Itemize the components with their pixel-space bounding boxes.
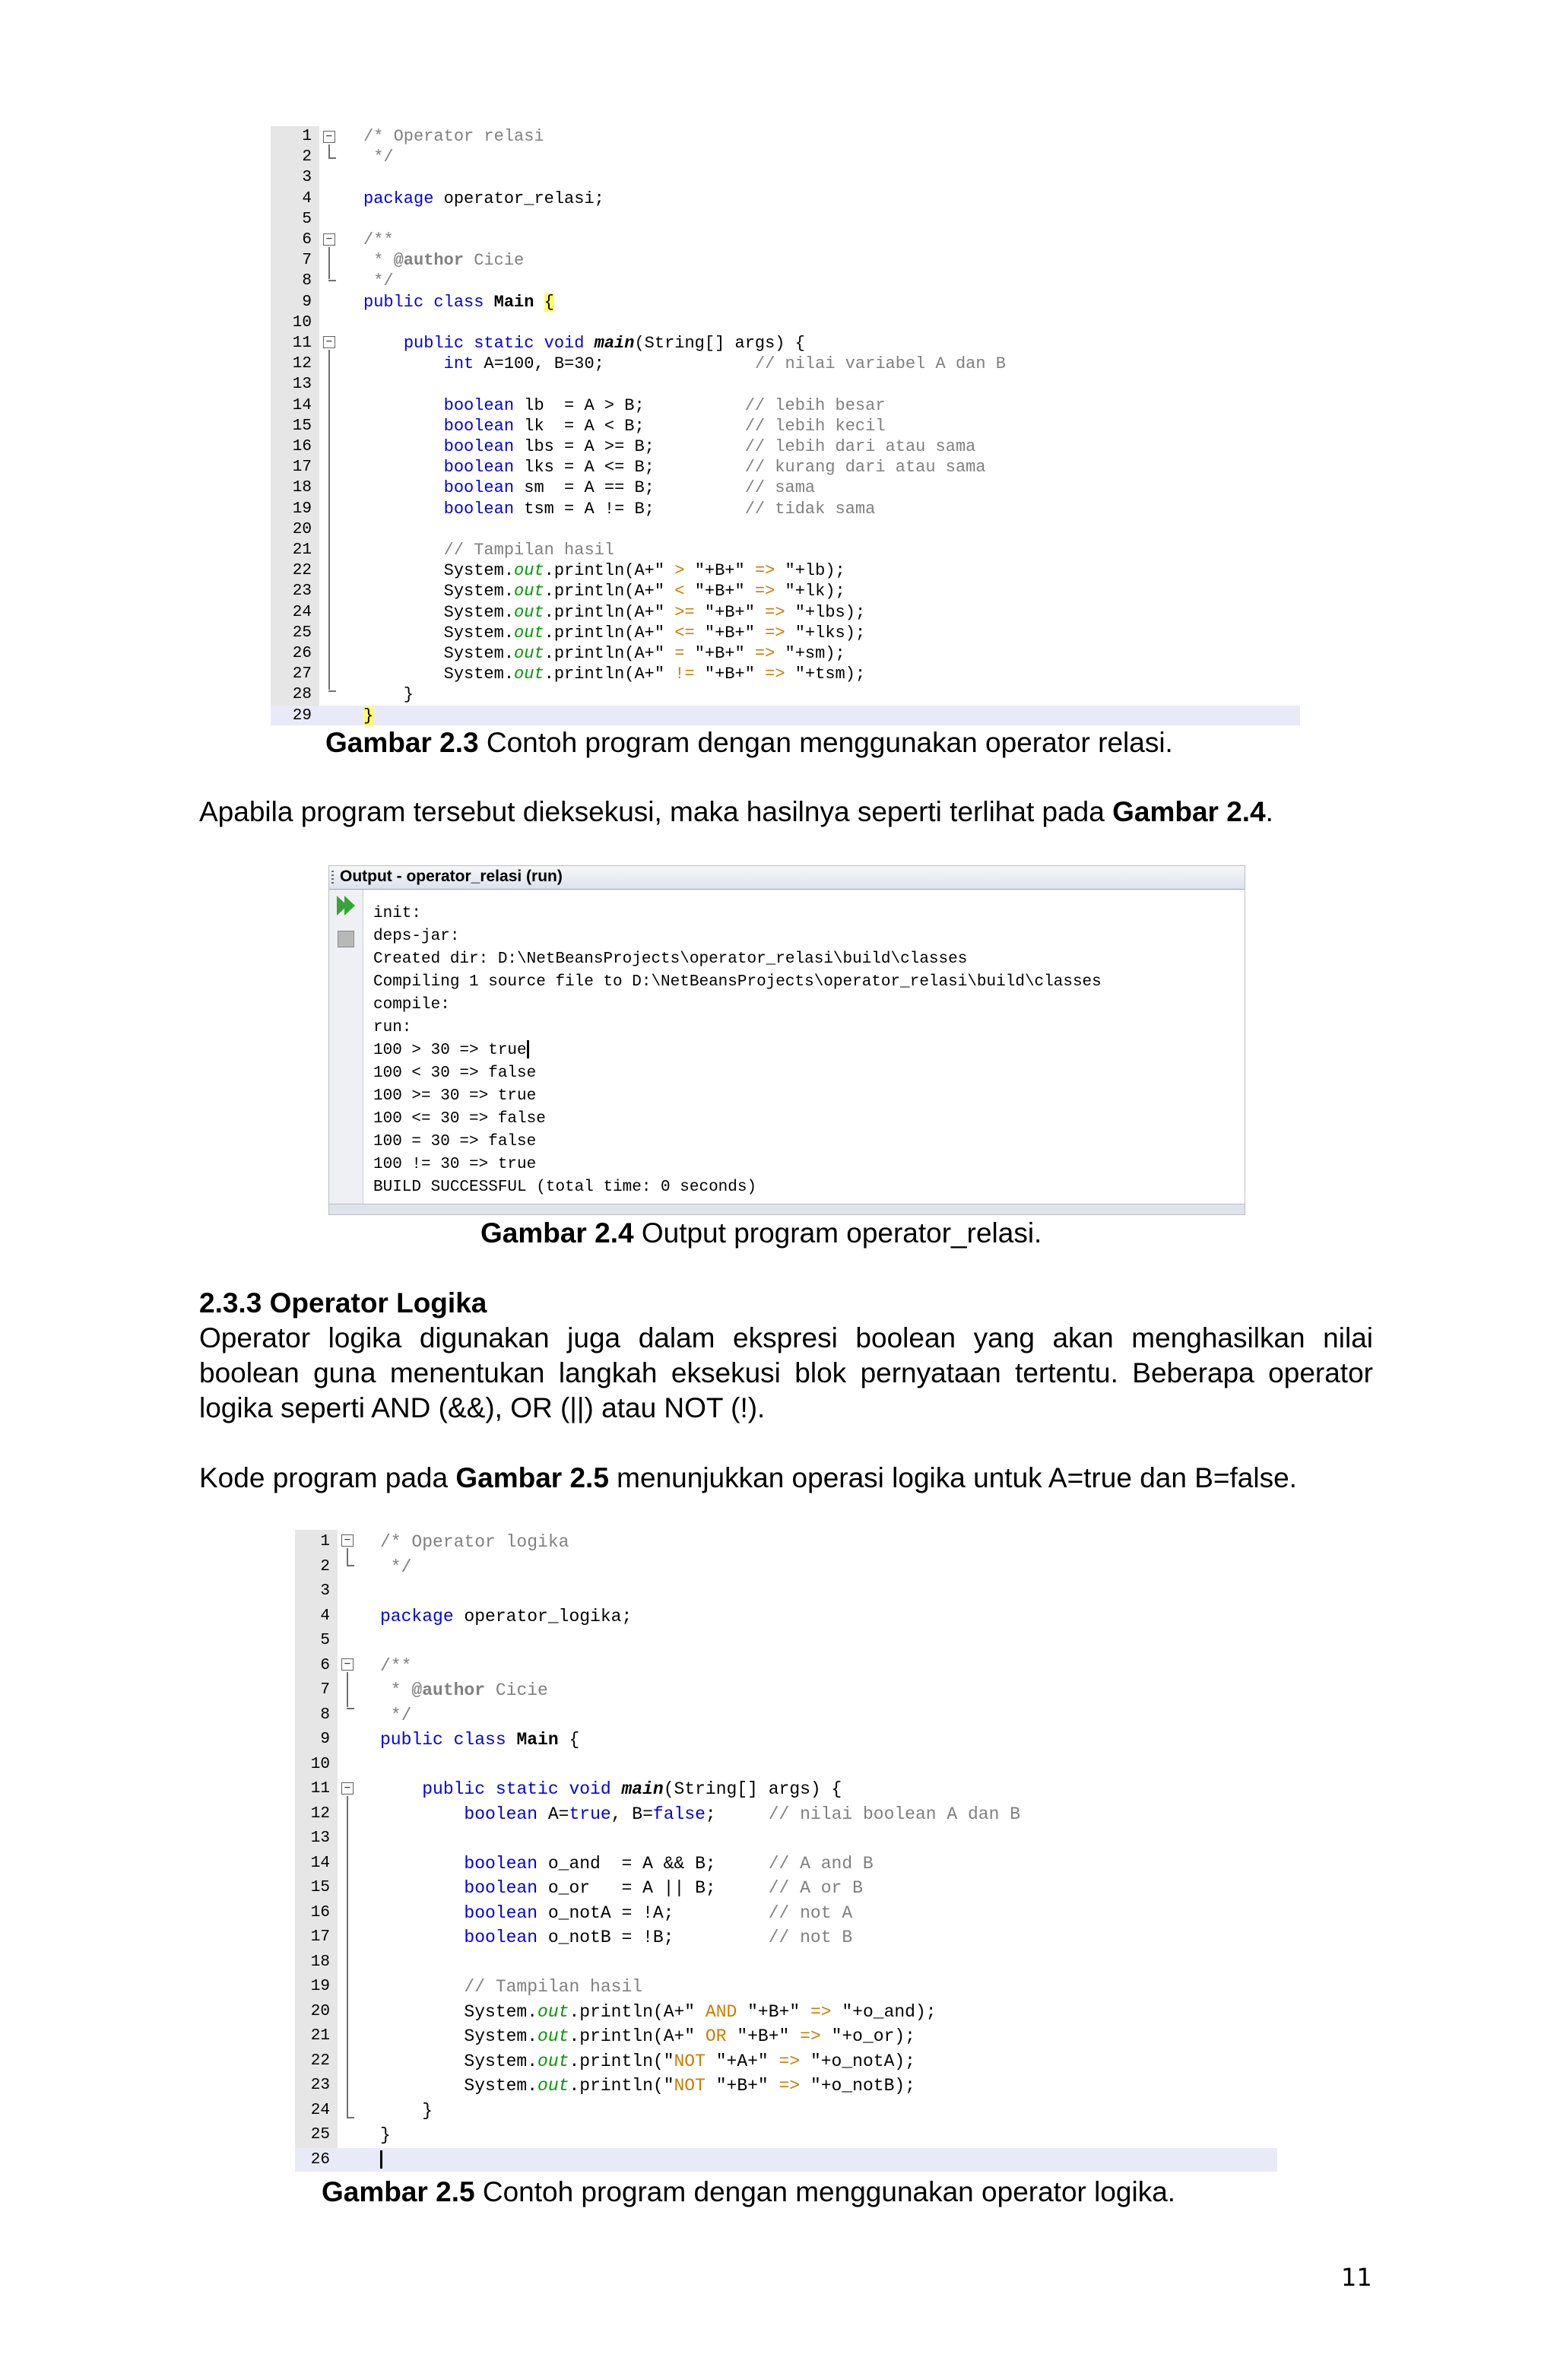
code-line[interactable] — [271, 664, 1300, 684]
output-line: BUILD SUCCESSFUL (total time: 0 seconds) — [373, 1179, 757, 1196]
line-number: 20 — [292, 520, 312, 538]
line-number: 14 — [310, 1854, 330, 1872]
figure-caption-2-4 — [480, 1217, 1042, 1250]
line-number: 25 — [310, 2126, 330, 2144]
code-line[interactable] — [295, 1530, 1277, 1554]
code-text: */ — [363, 271, 394, 291]
code-line[interactable] — [271, 167, 1300, 188]
code-text: System.out.println(A+" = "+B+" => "+sm); — [363, 644, 845, 663]
code-line[interactable] — [295, 2049, 1277, 2074]
code-text: System.out.println(A+" <= "+B+" => "+lks); — [363, 623, 866, 643]
code-text: public class Main { — [380, 1730, 580, 1750]
line-number: 14 — [292, 396, 312, 414]
code-text: */ — [363, 148, 394, 167]
code-line[interactable] — [295, 2024, 1277, 2048]
code-text — [380, 2148, 382, 2172]
code-text: package operator_logika; — [380, 1606, 633, 1626]
code-line[interactable] — [295, 1654, 1277, 1678]
code-line[interactable] — [295, 1876, 1277, 1900]
code-text: boolean lb = A > B; // lebih besar — [443, 395, 886, 415]
code-line[interactable] — [295, 2148, 1277, 2172]
line-number: 26 — [292, 645, 312, 662]
code-line[interactable] — [295, 1777, 1277, 1801]
section-heading: 2.3.3 Operator Logika — [199, 1287, 487, 1319]
code-text: System.out.println(A+" < "+B+" => "+lk); — [363, 582, 845, 601]
code-line[interactable] — [271, 333, 1300, 354]
line-number: 13 — [292, 376, 312, 394]
code-line[interactable] — [271, 560, 1300, 581]
line-number: 5 — [320, 1632, 330, 1649]
output-toolbar — [329, 890, 363, 1204]
code-line[interactable] — [271, 540, 1300, 560]
code-text: } — [363, 685, 414, 705]
code-line[interactable] — [295, 2099, 1277, 2123]
code-line[interactable] — [271, 395, 1300, 416]
line-number: 10 — [292, 313, 312, 332]
code-line[interactable] — [271, 643, 1300, 664]
rerun-icon-2[interactable] — [344, 896, 355, 916]
line-number: 6 — [302, 231, 312, 249]
code-text: // Tampilan hasil — [464, 1977, 643, 1997]
line-number: 6 — [320, 1656, 330, 1674]
paragraph-text-end: menunjukkan operasi logika untuk A=true dan B=false. — [608, 1462, 1297, 1493]
line-number: 24 — [292, 603, 312, 621]
code-text: */ — [380, 1557, 412, 1577]
line-number: 23 — [310, 2077, 330, 2094]
output-line: 100 >= 30 => true — [373, 1087, 537, 1105]
code-text: System.out.println(A+" OR "+B+" => "+o_or); — [380, 2026, 915, 2046]
code-line[interactable] — [295, 1925, 1277, 1950]
code-text: boolean tsm = A != B; // tidak sama — [443, 499, 876, 519]
output-line: compile: — [373, 996, 450, 1014]
line-number: 4 — [302, 189, 312, 208]
code-text: public static void main(String[] args) { — [422, 1779, 842, 1799]
text-cursor — [527, 1040, 529, 1058]
code-text: boolean o_notB = !B; // not B — [464, 1928, 853, 1947]
code-text: int A=100, B=30; // nilai variabel A dan B — [443, 354, 1006, 374]
caption-text: Contoh program dengan menggunakan operator logika. — [474, 2176, 1176, 2207]
code-line[interactable] — [295, 1975, 1277, 1999]
line-number: 17 — [310, 1928, 330, 1946]
line-number: 16 — [310, 1903, 330, 1921]
caption-text: Contoh program dengan menggunakan operator relasi. — [478, 727, 1173, 758]
line-number: 13 — [310, 1829, 330, 1847]
line-number: 16 — [292, 438, 312, 455]
code-line[interactable] — [295, 1604, 1277, 1629]
line-number: 19 — [292, 500, 312, 518]
line-number: 8 — [302, 272, 312, 290]
line-number: 15 — [292, 417, 312, 435]
code-editor-operator-logika — [295, 1530, 1277, 2172]
code-line[interactable] — [295, 1678, 1277, 1702]
line-number: 27 — [292, 665, 312, 684]
code-line[interactable] — [295, 1826, 1277, 1851]
code-line[interactable] — [271, 230, 1300, 250]
fold-collapse-icon[interactable]: − — [341, 1658, 354, 1671]
code-text: package operator_relasi; — [363, 189, 604, 208]
code-line[interactable] — [271, 374, 1300, 395]
output-line: 100 != 30 => true — [373, 1156, 537, 1173]
output-line: init: — [373, 905, 422, 922]
paragraph-text: Kode program pada — [199, 1462, 456, 1493]
fold-collapse-icon[interactable]: − — [323, 336, 335, 348]
code-line[interactable] — [271, 478, 1300, 498]
line-number: 8 — [320, 1706, 330, 1724]
fold-collapse-icon[interactable]: − — [323, 131, 335, 143]
code-text: boolean A=true, B=false; // nilai boolean A dan B — [464, 1804, 1021, 1824]
output-title: Output - operator_relasi (run) — [340, 868, 563, 885]
code-line[interactable] — [271, 436, 1300, 457]
code-line[interactable] — [295, 2074, 1277, 2098]
code-text: public static void main(String[] args) { — [403, 334, 805, 353]
line-number: 18 — [292, 479, 312, 497]
code-line[interactable] — [295, 1950, 1277, 1975]
line-number: 24 — [310, 2101, 330, 2119]
code-line[interactable] — [271, 271, 1300, 291]
code-text: boolean sm = A == B; // sama — [443, 478, 816, 498]
line-number: 7 — [320, 1681, 330, 1699]
line-number: 20 — [310, 2002, 330, 2020]
code-text: System.out.println("NOT "+A+" => "+o_notA); — [380, 2051, 915, 2071]
code-text: System.out.println(A+" > "+B+" => "+lb); — [363, 561, 845, 581]
code-text: System.out.println(A+" != "+B+" => "+tsm); — [363, 665, 866, 684]
code-text: */ — [380, 1705, 412, 1725]
line-number: 25 — [292, 624, 312, 642]
code-text: boolean o_and = A && B; // A and B — [464, 1853, 874, 1874]
paragraph-apabila — [199, 795, 1273, 829]
caption-label: Gambar 2.4 — [480, 1217, 634, 1249]
line-number: 2 — [302, 148, 312, 167]
line-number: 2 — [320, 1557, 330, 1576]
line-number: 1 — [302, 128, 312, 145]
code-line[interactable] — [271, 354, 1300, 374]
code-line[interactable] — [271, 499, 1300, 519]
code-text: System.out.println("NOT "+B+" => "+o_notB); — [380, 2076, 915, 2096]
output-line: 100 < 30 => false — [373, 1065, 537, 1082]
code-text: } — [380, 2100, 433, 2121]
output-line: 100 = 30 => false — [373, 1133, 537, 1150]
line-number: 12 — [292, 355, 312, 373]
line-number: 11 — [292, 335, 312, 352]
fold-collapse-icon[interactable]: − — [341, 1782, 354, 1795]
line-number: 21 — [310, 2027, 330, 2045]
code-line[interactable] — [271, 457, 1300, 478]
code-line[interactable] — [271, 623, 1300, 643]
code-line[interactable] — [271, 147, 1300, 167]
code-text: /* Operator relasi — [363, 127, 544, 146]
code-text: boolean lbs = A >= B; // lebih dari atau sama — [443, 437, 976, 456]
line-number: 10 — [310, 1755, 330, 1773]
code-text: System.out.println(A+" AND "+B+" => "+o_and); — [380, 2001, 937, 2022]
code-text: /** — [363, 230, 394, 249]
code-line[interactable] — [295, 1802, 1277, 1826]
line-number: 21 — [292, 541, 312, 559]
code-text: boolean o_notA = !A; // not A — [464, 1902, 853, 1923]
figure-reference: Gambar 2.5 — [455, 1462, 609, 1493]
code-line[interactable] — [271, 250, 1300, 271]
line-number: 5 — [302, 210, 312, 228]
code-line[interactable] — [295, 2123, 1277, 2147]
code-line[interactable] — [271, 581, 1300, 601]
output-line: Compiling 1 source file to D:\NetBeansProjects\operator_relasi\build\classes — [373, 973, 1102, 991]
caption-text: Output program operator_relasi. — [633, 1217, 1042, 1249]
output-window — [328, 865, 1245, 1215]
code-line[interactable] — [271, 209, 1300, 230]
figure-reference: Gambar 2.4 — [1112, 796, 1266, 827]
line-number: 19 — [310, 1978, 330, 1995]
code-text: boolean lk = A < B; // lebih kecil — [443, 416, 886, 436]
code-line[interactable] — [271, 519, 1300, 540]
code-line[interactable] — [271, 416, 1300, 436]
line-number: 3 — [320, 1582, 330, 1600]
code-line[interactable] — [295, 2000, 1277, 2024]
paragraph-kode-program — [199, 1461, 1373, 1496]
code-line[interactable] — [295, 1753, 1277, 1777]
line-number: 1 — [320, 1533, 330, 1550]
code-line[interactable] — [295, 1901, 1277, 1925]
code-line[interactable] — [295, 1703, 1277, 1728]
section-paragraph: Operator logika digunakan juga dalam ekspresi boolean yang akan menghasilkan nilai boolean guna menentukan langkah eksekusi blok pernyataan tertentu. Beberapa operator logika seperti AND (&&), OR (||) atau NOT (!). — [199, 1322, 1373, 1423]
line-number: 4 — [320, 1607, 330, 1625]
code-text: * @author Cicie — [363, 251, 525, 271]
code-line[interactable] — [295, 1629, 1277, 1653]
figure-caption-2-5 — [322, 2175, 1175, 2209]
code-line[interactable] — [295, 1579, 1277, 1604]
paragraph-text-end: . — [1265, 796, 1273, 827]
code-line[interactable] — [271, 126, 1300, 147]
line-number: 3 — [302, 169, 312, 187]
horizontal-scrollbar[interactable] — [329, 1204, 1245, 1214]
output-line: run: — [373, 1019, 412, 1036]
fold-collapse-icon[interactable]: − — [323, 233, 335, 246]
line-number: 29 — [292, 706, 312, 725]
code-text: public class Main { — [363, 292, 554, 312]
code-line[interactable] — [271, 292, 1300, 313]
output-line: deps-jar: — [373, 928, 460, 945]
paragraph-text: Apabila program tersebut dieksekusi, maka hasilnya seperti terlihat pada — [199, 796, 1113, 827]
code-line[interactable] — [271, 706, 1300, 725]
line-number: 15 — [310, 1879, 330, 1896]
output-titlebar[interactable] — [329, 866, 1245, 890]
line-number: 9 — [302, 293, 312, 311]
line-number: 17 — [292, 459, 312, 477]
code-text: boolean lks = A <= B; // kurang dari atau sama — [443, 458, 986, 478]
code-text: * @author Cicie — [380, 1680, 548, 1700]
code-line[interactable] — [295, 1555, 1277, 1579]
caption-label: Gambar 2.3 — [325, 727, 479, 758]
code-line[interactable] — [271, 602, 1300, 623]
code-line[interactable] — [271, 313, 1300, 333]
code-text: /* Operator logika — [380, 1532, 569, 1552]
page-number: 11 — [1341, 2263, 1372, 2292]
line-number: 22 — [310, 2052, 330, 2070]
code-text: boolean o_or = A || B; // A or B — [464, 1878, 863, 1898]
code-line[interactable] — [295, 1728, 1277, 1752]
line-number: 18 — [310, 1953, 330, 1971]
figure-caption-2-3 — [325, 726, 1173, 760]
output-line: 100 <= 30 => false — [373, 1110, 546, 1128]
code-text: // Tampilan hasil — [443, 541, 615, 560]
line-number: 28 — [292, 686, 312, 704]
line-number: 22 — [292, 562, 312, 580]
stop-icon[interactable] — [338, 931, 354, 947]
caption-label: Gambar 2.5 — [322, 2176, 475, 2207]
output-line: 100 > 30 => true — [373, 1039, 529, 1062]
line-number: 7 — [302, 252, 312, 270]
line-number: 23 — [292, 582, 312, 601]
code-editor-operator-relasi — [271, 126, 1300, 725]
text-cursor — [380, 2150, 382, 2169]
line-number: 26 — [310, 2150, 330, 2169]
code-line[interactable] — [271, 189, 1300, 209]
code-text: System.out.println(A+" >= "+B+" => "+lbs); — [363, 602, 866, 622]
line-number: 12 — [310, 1804, 330, 1823]
code-text: } — [363, 706, 374, 725]
output-line: Created dir: D:\NetBeansProjects\operator_relasi\build\classes — [373, 950, 968, 968]
code-line[interactable] — [295, 1852, 1277, 1876]
line-number: 11 — [310, 1780, 330, 1798]
fold-collapse-icon[interactable]: − — [341, 1534, 354, 1547]
code-text: /** — [380, 1655, 412, 1676]
code-text: } — [380, 2125, 391, 2145]
code-line[interactable] — [271, 684, 1300, 705]
line-number: 9 — [320, 1731, 330, 1748]
